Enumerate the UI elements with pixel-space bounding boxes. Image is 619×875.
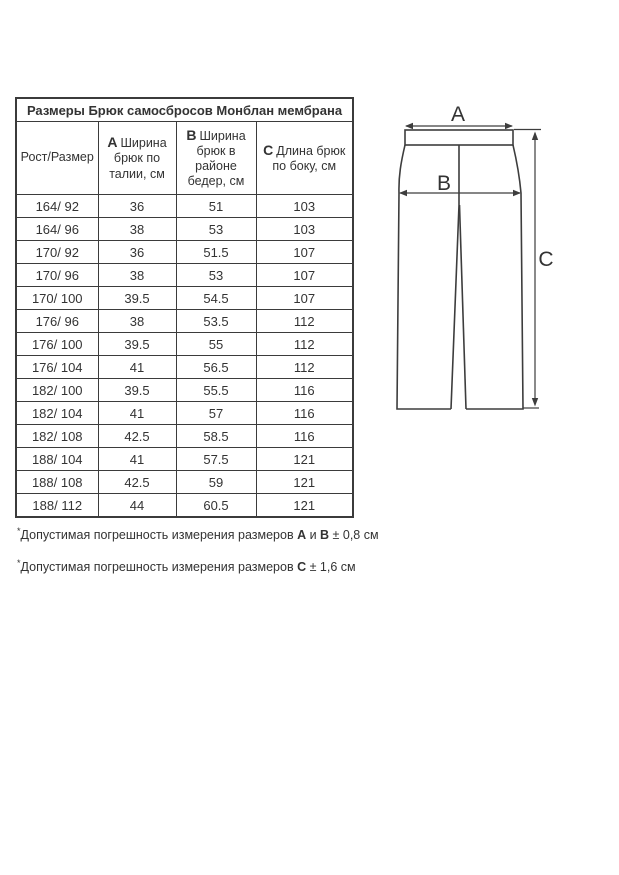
table-row bbox=[16, 494, 353, 518]
cell-c: 103 bbox=[256, 195, 353, 218]
cell-c: 121 bbox=[256, 494, 353, 518]
cell-a: 42.5 bbox=[98, 471, 176, 494]
cell-size: 176/ 104 bbox=[16, 356, 98, 379]
cell-size: 164/ 96 bbox=[16, 218, 98, 241]
cell-c: 107 bbox=[256, 264, 353, 287]
cell-a: 41 bbox=[98, 448, 176, 471]
footnote-c-tolerance: ± 1,6 см bbox=[306, 560, 356, 574]
cell-size: 176/ 100 bbox=[16, 333, 98, 356]
footnote-ab-conjunction: и bbox=[306, 528, 321, 542]
cell-a: 44 bbox=[98, 494, 176, 518]
table-row bbox=[16, 310, 353, 333]
cell-a: 39.5 bbox=[98, 379, 176, 402]
column-letter-a: A bbox=[107, 134, 118, 151]
dimension-labels bbox=[437, 103, 554, 271]
column-label-c: Длина брюк по боку, см bbox=[272, 143, 346, 173]
cell-c: 112 bbox=[256, 333, 353, 356]
cell-c: 107 bbox=[256, 241, 353, 264]
cell-a: 39.5 bbox=[98, 287, 176, 310]
cell-b: 58.5 bbox=[176, 425, 256, 448]
table-row bbox=[16, 379, 353, 402]
column-label-b: Ширина брюк в районе бедер, см bbox=[187, 128, 246, 189]
cell-b: 59 bbox=[176, 471, 256, 494]
table-row bbox=[16, 218, 353, 241]
cell-b: 57 bbox=[176, 402, 256, 425]
table-row bbox=[16, 264, 353, 287]
cell-b: 57.5 bbox=[176, 448, 256, 471]
cell-c: 116 bbox=[256, 379, 353, 402]
footnote-c-marker: * bbox=[17, 557, 21, 568]
cell-size: 182/ 108 bbox=[16, 425, 98, 448]
cell-b: 55 bbox=[176, 333, 256, 356]
label-a: A bbox=[450, 103, 466, 126]
table-title-row bbox=[16, 98, 353, 122]
column-header-a bbox=[98, 122, 176, 195]
footnote-ab-letter-b: B bbox=[320, 528, 330, 542]
cell-a: 42.5 bbox=[98, 425, 176, 448]
cell-a: 36 bbox=[98, 241, 176, 264]
cell-c: 103 bbox=[256, 218, 353, 241]
cell-b: 53.5 bbox=[176, 310, 256, 333]
table-row bbox=[16, 402, 353, 425]
cell-a: 41 bbox=[98, 356, 176, 379]
cell-c: 121 bbox=[256, 471, 353, 494]
label-b: B bbox=[436, 172, 452, 195]
cell-size: 188/ 112 bbox=[16, 494, 98, 518]
dim-a-arrowhead-right bbox=[505, 123, 513, 129]
footnote-ab-tolerance: ± 0,8 см bbox=[329, 528, 379, 542]
column-header-b bbox=[176, 122, 256, 195]
right-leg-outline bbox=[466, 145, 523, 409]
cell-b: 56.5 bbox=[176, 356, 256, 379]
dim-c-arrowhead-bottom bbox=[532, 398, 538, 407]
cell-size: 182/ 104 bbox=[16, 402, 98, 425]
size-table-body bbox=[16, 195, 353, 518]
cell-a: 39.5 bbox=[98, 333, 176, 356]
cell-a: 38 bbox=[98, 218, 176, 241]
cell-a: 38 bbox=[98, 264, 176, 287]
cell-b: 54.5 bbox=[176, 287, 256, 310]
dim-c-arrowhead-top bbox=[532, 132, 538, 141]
table-row bbox=[16, 425, 353, 448]
table-header-row bbox=[16, 122, 353, 195]
footnote-c-letter-c: C bbox=[297, 560, 307, 574]
column-header-c bbox=[256, 122, 353, 195]
label-c: C bbox=[538, 248, 554, 271]
column-letter-c: C bbox=[263, 141, 274, 158]
cell-size: 182/ 100 bbox=[16, 379, 98, 402]
table-row bbox=[16, 195, 353, 218]
footnote-c bbox=[17, 557, 356, 574]
column-letter-b: B bbox=[186, 126, 197, 143]
cell-a: 41 bbox=[98, 402, 176, 425]
dimension-lines bbox=[399, 123, 541, 408]
cell-c: 112 bbox=[256, 356, 353, 379]
cell-b: 51.5 bbox=[176, 241, 256, 264]
cell-b: 60.5 bbox=[176, 494, 256, 518]
cell-size: 170/ 96 bbox=[16, 264, 98, 287]
cell-b: 51 bbox=[176, 195, 256, 218]
footnote-ab-letter-a: A bbox=[297, 528, 307, 542]
footnote-ab bbox=[17, 525, 379, 542]
table-row bbox=[16, 471, 353, 494]
dim-a-arrowhead-left bbox=[405, 123, 413, 129]
cell-b: 55.5 bbox=[176, 379, 256, 402]
cell-a: 36 bbox=[98, 195, 176, 218]
cell-size: 170/ 92 bbox=[16, 241, 98, 264]
footnote-ab-text: Допустимая погрешность измерения размеров bbox=[20, 528, 298, 542]
table-row bbox=[16, 241, 353, 264]
waistband bbox=[405, 130, 513, 145]
cell-a: 38 bbox=[98, 310, 176, 333]
cell-c: 121 bbox=[256, 448, 353, 471]
cell-b: 53 bbox=[176, 218, 256, 241]
cell-size: 170/ 100 bbox=[16, 287, 98, 310]
pants-diagram bbox=[385, 100, 560, 420]
dim-b-arrowhead-right bbox=[513, 190, 521, 196]
table-row bbox=[16, 356, 353, 379]
size-table bbox=[15, 97, 354, 518]
cell-c: 116 bbox=[256, 402, 353, 425]
cell-size: 164/ 92 bbox=[16, 195, 98, 218]
cell-c: 116 bbox=[256, 425, 353, 448]
cell-c: 112 bbox=[256, 310, 353, 333]
table-row bbox=[16, 448, 353, 471]
table-title: Размеры Брюк самосбросов Монблан мембрана bbox=[16, 98, 353, 122]
cell-size: 176/ 96 bbox=[16, 310, 98, 333]
column-label-a: Ширина брюк по талии, см bbox=[109, 136, 167, 181]
cell-b: 53 bbox=[176, 264, 256, 287]
footnote-ab-marker: * bbox=[17, 525, 21, 536]
footnote-c-text: Допустимая погрешность измерения размеров bbox=[20, 560, 298, 574]
table-row bbox=[16, 287, 353, 310]
column-header-size: Рост/Размер bbox=[16, 122, 98, 195]
cell-c: 107 bbox=[256, 287, 353, 310]
table-row bbox=[16, 333, 353, 356]
dim-b-arrowhead-left bbox=[399, 190, 407, 196]
right-inner-leg-edge bbox=[460, 205, 467, 409]
cell-size: 188/ 104 bbox=[16, 448, 98, 471]
cell-size: 188/ 108 bbox=[16, 471, 98, 494]
center-seam-left-inner bbox=[451, 145, 459, 409]
pants-outline bbox=[397, 130, 523, 409]
